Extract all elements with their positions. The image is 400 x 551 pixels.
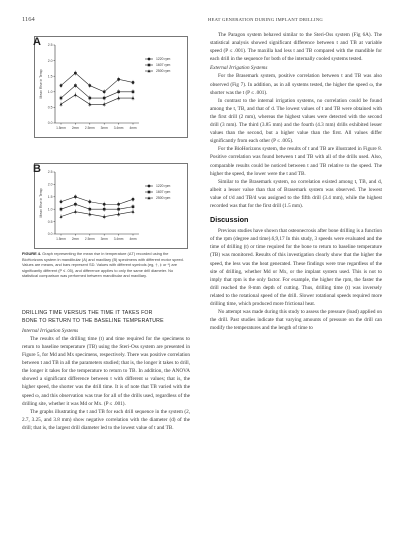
data-point xyxy=(132,91,135,94)
panel-letter-b: B xyxy=(33,163,41,175)
running-head: HEAT GENERATION DURING IMPLANT DRILLING xyxy=(208,17,323,22)
data-point xyxy=(60,97,63,100)
series-line xyxy=(61,204,133,209)
left-column xyxy=(22,310,190,432)
section-heading-line-1: DRILLING TIME VERSUS THE TIME IT TAKES FOR xyxy=(22,310,153,316)
data-point xyxy=(117,208,120,211)
subsection-internal-irrigation: Internal Irrigation Systems xyxy=(22,327,79,334)
y-tick-label: 0.0 xyxy=(47,121,53,126)
legend-label: 2500 rpm xyxy=(156,69,171,74)
y-axis-label: Mean Rise in Temp xyxy=(39,69,43,99)
series-line xyxy=(61,86,133,98)
paragraph: The results of the drilling time (t) and time required for the specimens to return to baseline temperature (TB) using the Steri-Oss system are presented in Figure 5, for Md and Mx specimens, respectively. There was positive correlation between t and TB in all the parameters studied; that is, the longer it takes to drill, the longer it takes for the temperature to return to TB. In addition, the ANOVA showed a significant difference between t with different ω values; that is, the higher speed, the shorter was the drill time. It is of note that TB varied with the speed ω, and this observation was true for all of the drills used, regardless of the drilling site, whether it was Md or Mx. (P ≤ .001). xyxy=(22,335,190,407)
legend-marker xyxy=(148,64,151,67)
x-tick-label: 1.5mm xyxy=(56,237,66,241)
y-tick-label: 1.0 xyxy=(47,90,53,94)
series-line xyxy=(61,197,133,204)
x-tick-label: 2.5mm xyxy=(84,126,95,130)
data-point xyxy=(89,208,92,211)
subsection-external-irrigation: External Irrigation Systems xyxy=(210,65,268,72)
data-point xyxy=(74,93,77,96)
legend-label: 1607 rpm xyxy=(156,63,171,68)
paragraph: Previous studies have shown that osteonecrosis after bone drilling is a function of the rpm (degree and time).6,9,17 In this study, 3 speeds were evaluated and the time of drilling (t) or time required for the bone to return to baseline temperature (TB) was monitored. Results of this investigation clearly show that the higher the speed, the less was the heat generated. These findings were true regardless of the site of drilling, whether Md or Mx, or the implant system used. This is not to imply that rpm is the only factor. For example, the higher the rpm, the faster the drill reached the 8-mm depth of cutting. Thus, drilling time (t) was inversely related to the rotational speed of the drill. Slower rotational speeds required more drilling time, which produced more frictional heat. xyxy=(210,228,382,307)
x-tick-label: 4mm xyxy=(129,126,137,130)
y-axis-label: Mean Rise in Temp xyxy=(39,188,43,218)
data-point xyxy=(132,205,135,208)
figure-caption xyxy=(22,251,190,279)
paragraph: Similar to the Brasemark system, no correlation existed among t, TB, and d, albeit a lesser value than that of Brasemark system was observed. The lowest value of t/d and TB/d was assigned to the fifth drill (3.4 mm), while the highest recorded was that for the first drill (1.5 mm). xyxy=(210,178,382,209)
paragraph: In contrast to the internal irrigation systems, no correlation could be found among the t, TB, and that of d. The lowest values of t and TB were obtained with the first drill (2 mm), whereas the highest values were detected with the second drill (3 mm). The third (3.85 mm) and the fourth (4.3 mm) drills exhibited lesser values than the second, but a higher value than the first. All values differ significantly from each other (P ≤ .005). xyxy=(210,97,382,145)
caption-label: FIGURE 4. xyxy=(22,251,42,256)
data-point xyxy=(74,203,77,206)
data-point xyxy=(117,91,120,94)
data-point xyxy=(60,208,63,211)
y-tick-label: 2.5 xyxy=(47,170,53,175)
series-line xyxy=(61,95,133,104)
data-point xyxy=(89,97,92,100)
page-number: 1164 xyxy=(22,16,35,23)
data-point xyxy=(103,203,106,206)
caption-text: Graph representing the mean rise in temperature (ΔT) recorded using the BioHorizons system in mandibular (A) and maxillary (B) specimens with different motor speed. Values are means, and bars represent SD. Values with different symbols (eg, †, ‡ or *) are significantly different (P ≤ .05), and difference applies to only the same drill diameter. No statistical comparison was performed between mandibular and maxillary. xyxy=(22,251,184,279)
data-point xyxy=(60,84,63,87)
data-point xyxy=(132,210,135,213)
y-tick-label: 2.0 xyxy=(47,182,53,187)
data-point xyxy=(103,90,106,93)
y-tick-label: 2.5 xyxy=(47,43,53,48)
section-heading-line-2: BONE TO RETURN TO THE BASELINE TEMPERATURE xyxy=(22,318,164,325)
data-point xyxy=(88,200,91,203)
data-point xyxy=(88,84,91,87)
discussion-heading: Discussion xyxy=(210,215,249,225)
x-tick-label: 2mm xyxy=(71,237,79,241)
chart-a xyxy=(35,37,187,137)
legend-label: 1220 rpm xyxy=(156,57,171,62)
legend-marker xyxy=(148,191,151,194)
right-column xyxy=(210,31,382,332)
paragraph: The Paragon system behaved similar to the Steri-Oss system (Fig 6A). The statistical analysis showed significant difference between t and TB at variable speed (P ≤ .001). The maxilla had less t and TB compared with the mandible for each drill in the sequence for both of the internally cooled systems tested. xyxy=(210,32,382,63)
data-point xyxy=(132,198,135,201)
x-tick-label: 3.4mm xyxy=(113,237,124,241)
data-point xyxy=(117,78,120,81)
x-tick-label: 1.5mm xyxy=(56,126,66,130)
paragraph: For the BioHorizons system, the results of t and TB are illustrated in Figure 8. Positive correlation was found between t and TB with all of the drills used. Also, comparable results could be noticed between t and TB relative to the speed. The higher the speed, the lower were the t and TB. xyxy=(210,146,382,177)
data-point xyxy=(74,195,77,198)
legend-label: 1220 rpm xyxy=(156,184,171,189)
data-point xyxy=(74,84,77,87)
y-tick-label: 0.5 xyxy=(47,105,53,110)
panel-letter-a: A xyxy=(33,36,41,48)
y-tick-label: 0.5 xyxy=(47,219,53,224)
paragraph: For the Brasemark system, positive correlation between t and TB was also observed (Fig 7). In addition, as in all systems tested, the higher the speed ω, the shorter was the t (P ≤ .001). xyxy=(210,73,382,96)
data-point xyxy=(132,81,135,84)
figure-panel-a xyxy=(34,36,188,138)
y-tick-label: 0.0 xyxy=(47,232,53,237)
series-line xyxy=(61,212,133,217)
legend-label: 2500 rpm xyxy=(156,196,171,201)
figure-panel-b xyxy=(34,163,188,249)
legend-marker xyxy=(148,58,151,61)
x-tick-label: 2mm xyxy=(71,126,79,130)
legend-label: 1607 rpm xyxy=(156,190,171,195)
data-point xyxy=(60,200,63,203)
paragraph: No attempt was made during this study to assess the pressure (load) applied on the drill. Past studies indicate that varying amounts of pressure on the drill can modify the temperatures and the length of time to xyxy=(210,309,382,332)
x-tick-label: 4mm xyxy=(129,237,137,241)
data-point xyxy=(60,103,63,106)
data-point xyxy=(74,210,77,213)
x-tick-label: 3mm xyxy=(100,237,108,241)
data-point xyxy=(103,97,106,100)
chart-b xyxy=(35,164,187,248)
paragraph: The graphs illustrating the t and TB for each drill sequence in the system (2, 2.7, 3.25, and 3.8 mm) show negative correlation with the diameter (d) of the drill; that is, the largest drill diameter led to the lowest value of t and TB. xyxy=(22,408,190,431)
data-point xyxy=(103,208,106,211)
x-tick-label: 3mm xyxy=(100,126,108,130)
y-tick-label: 1.5 xyxy=(47,74,53,79)
y-tick-label: 1.5 xyxy=(47,195,53,199)
x-tick-label: 2.5mm xyxy=(84,237,95,241)
x-tick-label: 3.4mm xyxy=(113,126,124,130)
y-tick-label: 1.0 xyxy=(47,207,53,212)
data-point xyxy=(117,203,120,206)
legend-marker xyxy=(148,185,151,188)
y-tick-label: 2.0 xyxy=(47,58,53,63)
data-point xyxy=(74,72,77,75)
